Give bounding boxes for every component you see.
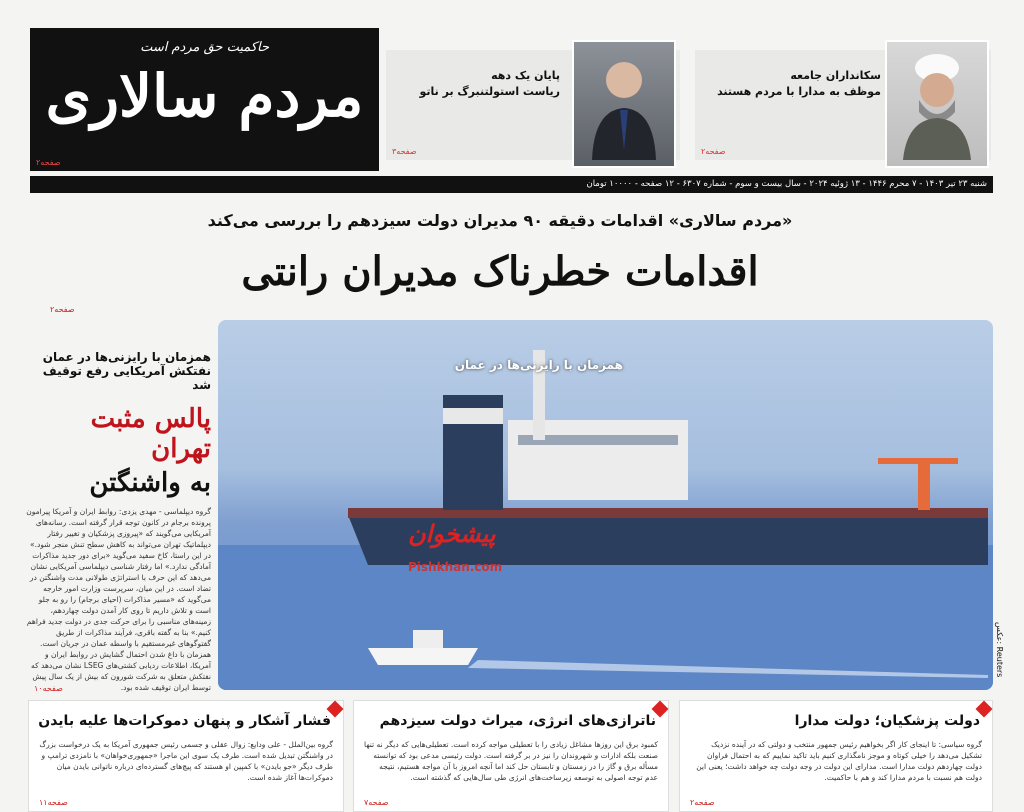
bottom-story-title: ناترازی‌های انرژی، میراث دولت سیزدهم <box>379 713 656 729</box>
bottom-story-title: دولت پزشکیان؛ دولت مدارا <box>794 713 980 729</box>
side-body: گروه دیپلماسی - مهدی یزدی: روابط ایران و آمریکا پیرامون پرونده برجام در کانون توجه قرار گرفته است. رسانه‌های آمریکایی می‌گویند که «پیروزی پزشکیان و تغییر رفتار دیپلماتیک تهران می‌تواند به کاهش سطح تنش منجر شود.» در این راستا، کاخ سفید می‌گوید «برای دور جدید مذاکرات آمادگی ندارد.» اما رفتار شناسی دیپلماسی آمریکایی نشان می‌دهد که این حرف با استراتژی طولانی مدت واشنگتن در تضاد است. در این میان، سرپرست وزارت امور خارجه می‌گوید که «مسیر مذاکرات (احیای برجام) را رو به جلو است و تلاش داریم تا روی کار آمدن دولت چهاردهم، زمینه‌های مناسبی را برای حرکت جدی در دولت جدید فراهم کنیم.» بنا به گفته باقری، فرآیند مذاکرات از طریق گفتوگوهای غیرمستقیم با واسطه عمان در جریان است. همزمان با داغ شدن احتمال گشایش در روابط ایران و آمریکا، اطلاعات ردیابی کشتی‌های LSEG نشان می‌دهد که نفتکش متعلق به شرکت شورون که بیش از یک سال پیش توسط ایران توقیف شده بود. <box>26 507 211 692</box>
main-kicker[interactable]: «مردم سالاری» اقدامات دقیقه ۹۰ مدیران دولت سیزدهم را بررسی می‌کند <box>207 211 793 230</box>
watermark-url: Pishkhan.com <box>408 560 503 574</box>
teaser-line2: موظف به مدارا با مردم هستند <box>717 85 881 98</box>
bottom-story-page-ref: صفحه۱۱ <box>39 798 68 807</box>
bottom-story-body: کمبود برق این روزها مشاغل زیادی را با تعطیلی مواجه کرده است. تعطیلی‌هایی که دیگر نه تنها صنعت بلکه ادارات و شهروندان را نیز در بر گرفته است. دولت رئیسی مدعی بود که توانسته مسأله برق و گاز را در زمستان و تابستان حل کند اما آنچه امروز با آن مواجه هستیم، نتیجه عدم توجه اصولی به توسعه زیرساخت‌های انرژی طی سال‌هایی که گذشته است. <box>364 740 658 782</box>
person-icon <box>584 50 664 160</box>
cleric-photo <box>885 40 989 168</box>
teaser-page-ref: صفحه۳ <box>392 147 417 156</box>
bottom-story-1[interactable] <box>679 700 993 812</box>
teaser-line1: سکانداران جامعه <box>790 69 881 82</box>
teaser-line1: پایان یک دهه <box>491 69 560 82</box>
masthead-tagline: حاکمیت حق مردم است <box>140 40 269 55</box>
tanker-ship-icon <box>218 320 993 690</box>
dateline: شنبه ۲۳ تیر ۱۴۰۳ - ۷ محرم ۱۴۴۶ - ۱۳ ژوئیه ۲۰۲۴ - سال بیست و سوم - شماره ۶۳۰۷ - ۱۲ صفحه - ۱۰۰۰۰ تومان <box>30 176 993 193</box>
bottom-story-page-ref: صفحه۷ <box>364 798 389 807</box>
newspaper-logo: مردم سالاری <box>45 62 364 130</box>
teaser-stoltenberg[interactable] <box>386 50 680 160</box>
bottom-story-page-ref: صفحه۲ <box>690 798 715 807</box>
main-headline[interactable]: اقدامات خطرناک مدیران رانتی <box>241 248 759 295</box>
masthead-page-ref: صفحه۲ <box>36 158 61 167</box>
teaser-page-ref: صفحه۲ <box>701 147 726 156</box>
bottom-story-3[interactable] <box>28 700 344 812</box>
bottom-story-2[interactable] <box>353 700 669 812</box>
main-page-ref: صفحه۲ <box>50 305 75 314</box>
side-kicker: همزمان با رایزنی‌ها در عمان نفتکش آمریکایی رفع توقیف شد <box>42 350 211 392</box>
side-page-ref: صفحه۱۰ <box>34 684 63 693</box>
teaser-cleric[interactable] <box>695 50 991 160</box>
stoltenberg-photo <box>572 40 676 168</box>
bottom-story-title: فشار آشکار و پنهان دموکرات‌ها علیه بایدن <box>38 713 331 729</box>
side-headline-red: پالس مثبت تهران <box>90 404 211 464</box>
hero-caption: همزمان با رایزنی‌ها در عمان <box>454 358 623 372</box>
hero-photo-tanker <box>218 320 993 690</box>
masthead <box>30 28 379 171</box>
bottom-story-body: گروه بین‌الملل - علی ودایع: زوال عقلی و جسمی رئیس جمهوری آمریکا به یک درخواست بزرگ در واشنگتن تبدیل شده است. طرف یک سوی این ماجرا «جمهوری‌خواهان» با نامزدی ترامپ و طرف دیگر «جو بایدن» با کمپین او هستند که پیچ‌های گسترده‌ای درباره ناتوانی بایدن میان دموکرات‌ها آغاز شده است. <box>39 740 333 782</box>
side-headline-black: به واشنگتن <box>89 468 211 498</box>
watermark-logo: پیشخوان <box>408 520 496 548</box>
photo-credit: عکس: Reuters <box>995 622 1004 678</box>
teaser-line2: ریاست استولتنبرگ بر ناتو <box>419 85 560 98</box>
side-story[interactable] <box>26 350 211 693</box>
person-icon <box>897 50 977 160</box>
bottom-story-body: گروه سیاسی: تا اینجای کار اگر بخواهیم رئیس جمهور منتخب و دولتی که در آینده نزدیک تشکیل می‌دهد را خیلی کوتاه و موجز نامگذاری کنیم باید تاکید نماییم که به احتمال فراوان دولت چهاردهم دولت مدارا است. مدارای این دولت در وجه دولت چه خواهد داشت؛ یعنی این دولت هم نسبت با مردم مدارا کند و هم با حاکمیت. <box>696 740 982 782</box>
